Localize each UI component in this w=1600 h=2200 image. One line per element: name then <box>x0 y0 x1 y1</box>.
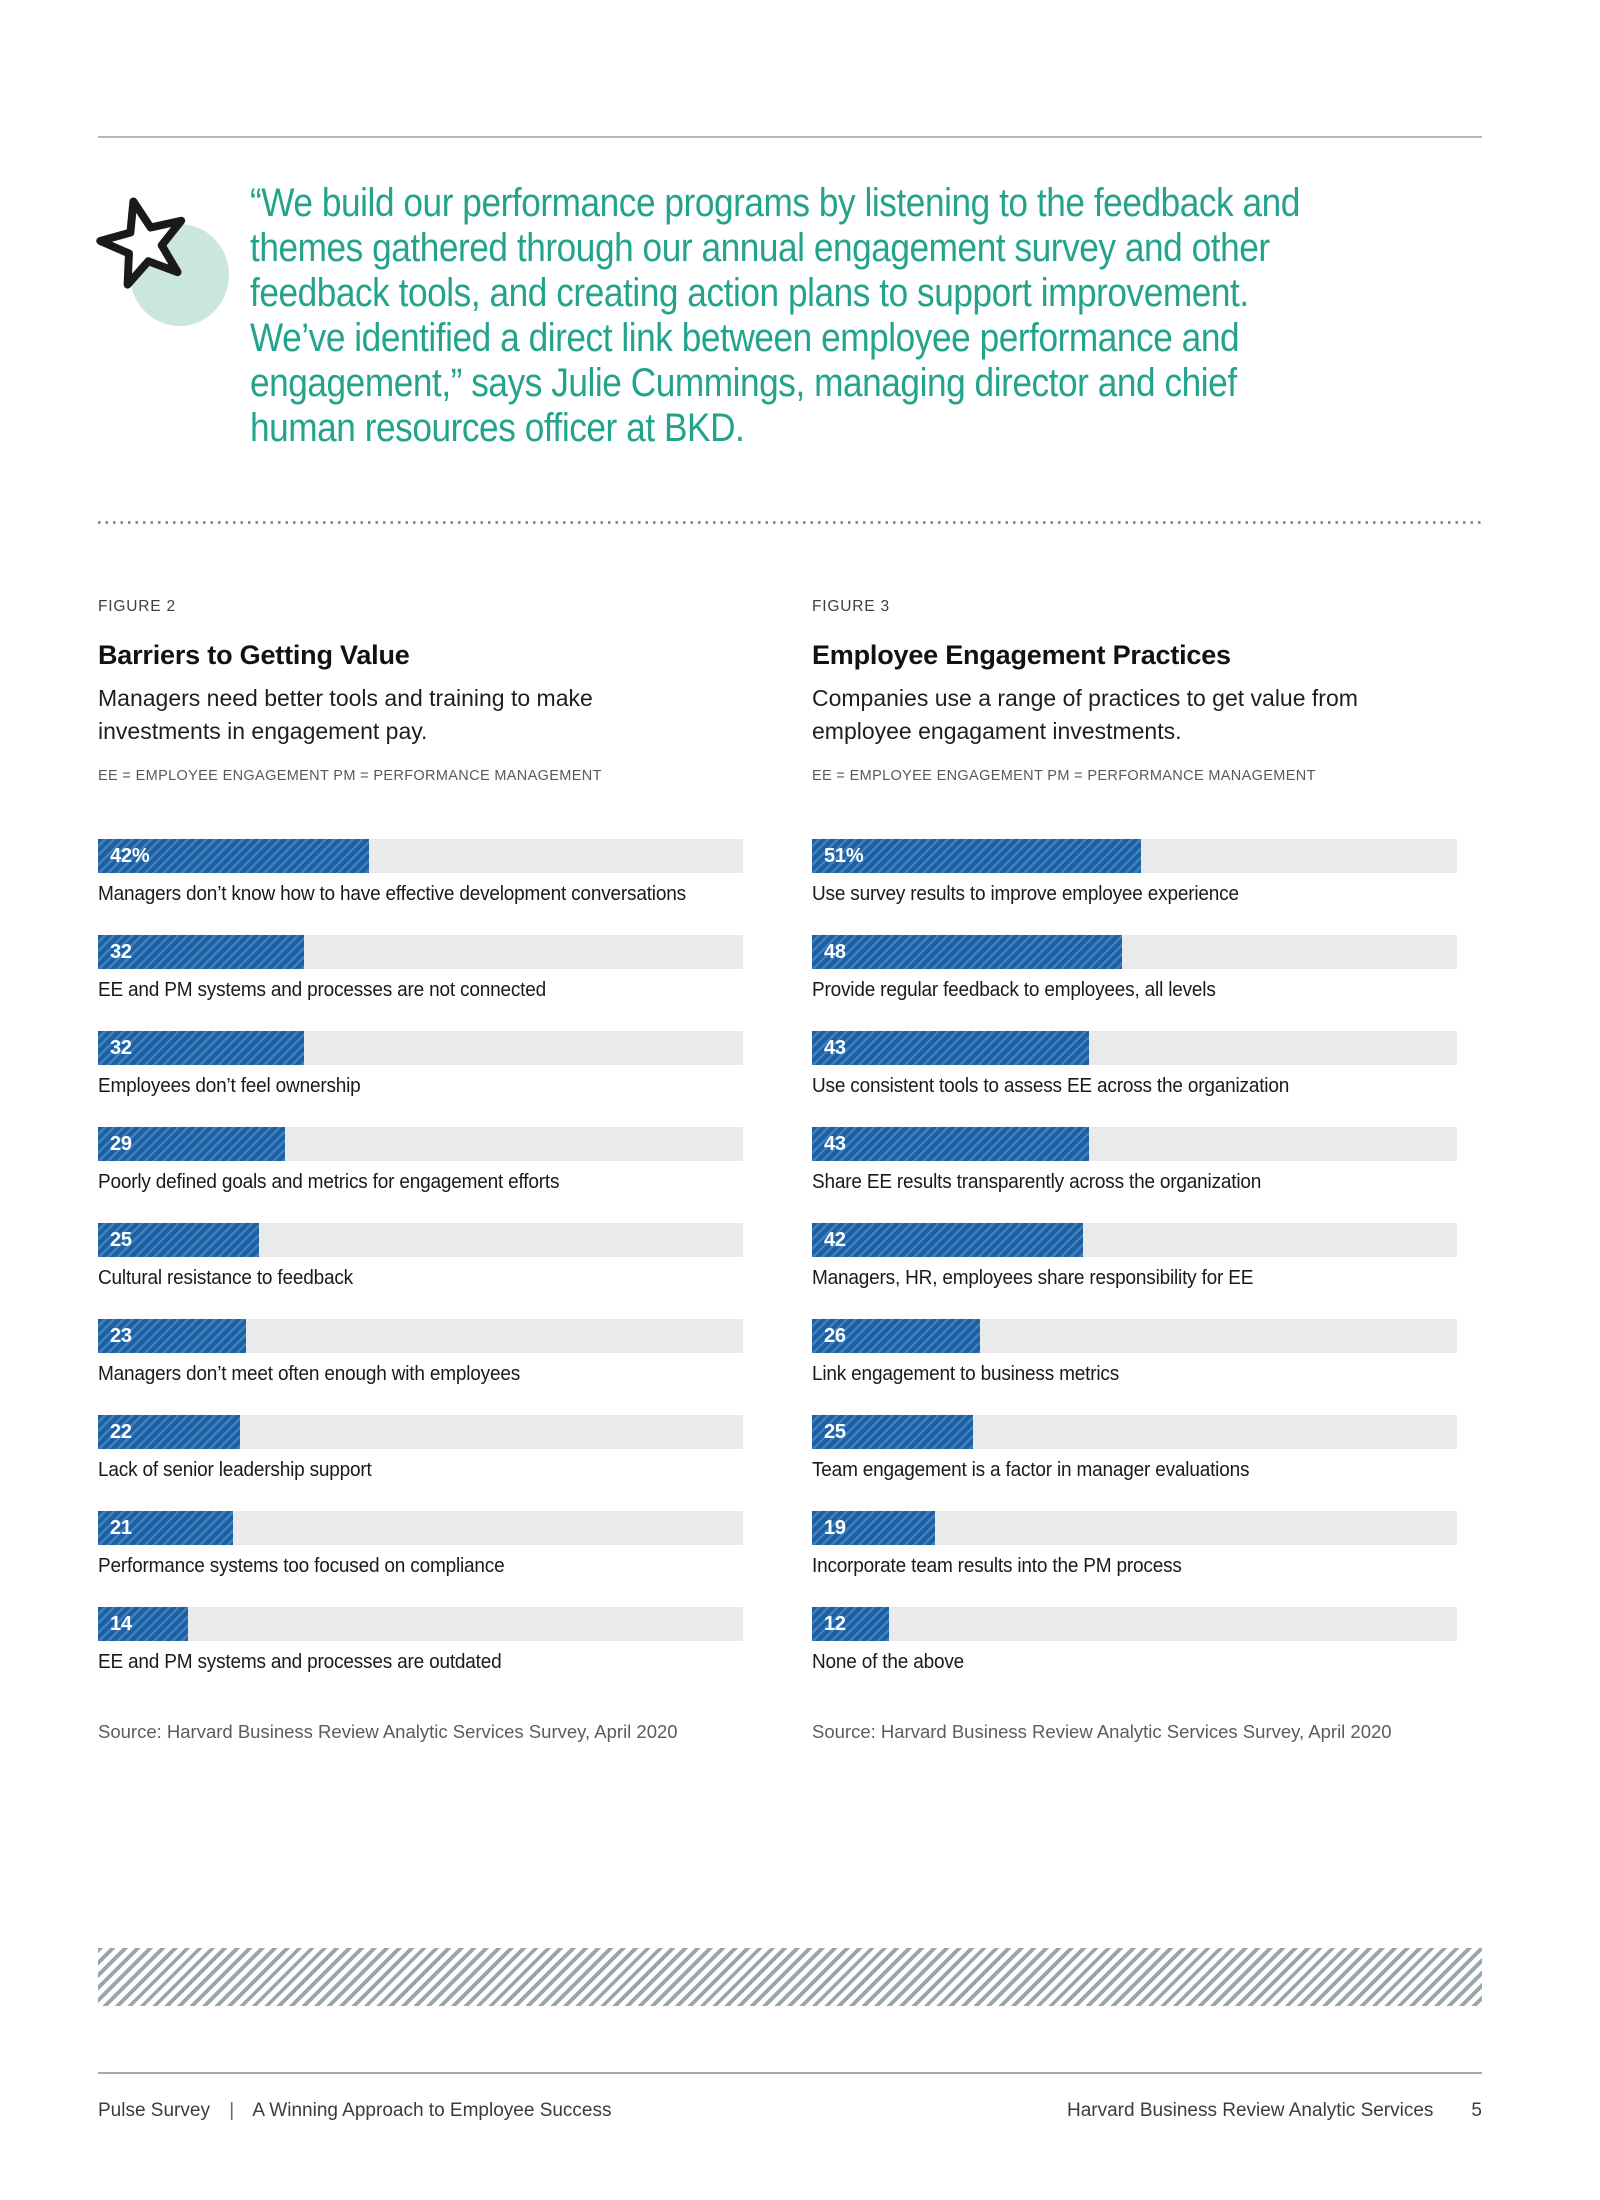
figure-3-subtitle <box>812 682 1358 748</box>
footer-brand: Harvard Business Review Analytic Services <box>1067 2100 1434 2121</box>
bar-value-label: 12 <box>824 1613 846 1635</box>
bar-value-label: 14 <box>110 1613 132 1635</box>
bar-category-label: Team engagement is a factor in manager evaluations <box>812 1459 1250 1481</box>
figure-2-source: Source: Harvard Business Review Analytic Services Survey, April 2020 <box>98 1721 678 1742</box>
bar-row <box>98 839 743 935</box>
pull-quote-line: engagement,” says Julie Cummings, managing director and chief <box>250 361 1237 405</box>
bar-value-label: 25 <box>824 1421 846 1443</box>
bar-row <box>98 1415 743 1511</box>
bar-value-label: 32 <box>110 941 132 963</box>
bar-category-label: Incorporate team results into the PM process <box>812 1555 1182 1577</box>
bar-row <box>812 1319 1457 1415</box>
bar-track <box>98 1415 743 1449</box>
bar-track <box>812 1607 1457 1641</box>
figure-3-legend: EE = EMPLOYEE ENGAGEMENT PM = PERFORMANCE MANAGEMENT <box>812 768 1316 784</box>
footer <box>98 2100 1482 2122</box>
bar-value-label: 21 <box>110 1517 132 1539</box>
hatch-band <box>98 1948 1482 2006</box>
figure-2-subtitle-line: investments in engagement pay. <box>98 718 428 744</box>
figure-3-subtitle-line: employee engagament investments. <box>812 718 1182 744</box>
bar-category-label: Link engagement to business metrics <box>812 1363 1120 1385</box>
bar-value-label: 43 <box>824 1133 846 1155</box>
bar-fill <box>812 1127 1089 1161</box>
bar-category-label: Performance systems too focused on compliance <box>98 1555 505 1577</box>
figure-2-subtitle-line: Managers need better tools and training to make <box>98 685 593 711</box>
bar-track <box>98 1031 743 1065</box>
bar-value-label: 42% <box>110 845 150 867</box>
bar-row <box>98 935 743 1031</box>
bar-track <box>812 1127 1457 1161</box>
star-icon <box>88 188 200 300</box>
bar-fill <box>812 1223 1083 1257</box>
bar-category-label: Poorly defined goals and metrics for engagement efforts <box>98 1171 560 1193</box>
bar-track <box>98 1607 743 1641</box>
figure-3-subtitle-line: Companies use a range of practices to get value from <box>812 685 1358 711</box>
bar-row <box>812 1511 1457 1607</box>
bar-row <box>812 1031 1457 1127</box>
figure-3-label: FIGURE 3 <box>812 598 890 615</box>
bar-track <box>812 1319 1457 1353</box>
bar-track <box>98 935 743 969</box>
figure-3 <box>812 598 1457 1758</box>
bar-row <box>812 1607 1457 1703</box>
bar-value-label: 43 <box>824 1037 846 1059</box>
bar-value-label: 29 <box>110 1133 132 1155</box>
bar-category-label: EE and PM systems and processes are outdated <box>98 1651 502 1673</box>
dotted-divider <box>98 521 1482 524</box>
bar-category-label: Use consistent tools to assess EE across the organization <box>812 1075 1290 1097</box>
bar-track <box>98 1319 743 1353</box>
quote-icon <box>88 188 238 338</box>
figure-3-title: Employee Engagement Practices <box>812 640 1231 670</box>
top-rule <box>98 136 1482 138</box>
bar-category-label: Employees don’t feel ownership <box>98 1075 361 1097</box>
footer-right <box>1067 2100 1482 2122</box>
bar-category-label: Use survey results to improve employee experience <box>812 883 1239 905</box>
bar-fill <box>812 935 1122 969</box>
bar-value-label: 19 <box>824 1517 846 1539</box>
pull-quote-line: feedback tools, and creating action plans to support improvement. <box>250 271 1249 315</box>
bar-value-label: 48 <box>824 941 846 963</box>
bar-category-label: None of the above <box>812 1651 965 1673</box>
pull-quote-line: human resources officer at BKD. <box>250 406 745 450</box>
bar-row <box>812 935 1457 1031</box>
pull-quote-line: We’ve identified a direct link between employee performance and <box>250 316 1240 360</box>
figure-3-bars <box>812 839 1457 1703</box>
figure-3-source: Source: Harvard Business Review Analytic Services Survey, April 2020 <box>812 1721 1392 1742</box>
bar-track <box>98 1127 743 1161</box>
bar-category-label: Managers don’t meet often enough with employees <box>98 1363 521 1385</box>
bar-category-label: Provide regular feedback to employees, all levels <box>812 979 1216 1001</box>
pull-quote-line: themes gathered through our annual engagement survey and other <box>250 226 1270 270</box>
footer-rule <box>98 2072 1482 2074</box>
figure-2-legend: EE = EMPLOYEE ENGAGEMENT PM = PERFORMANCE MANAGEMENT <box>98 768 602 784</box>
bar-value-label: 22 <box>110 1421 132 1443</box>
bar-value-label: 23 <box>110 1325 132 1347</box>
bar-category-label: Lack of senior leadership support <box>98 1459 372 1481</box>
figure-2-bars <box>98 839 743 1703</box>
bar-category-label: EE and PM systems and processes are not connected <box>98 979 546 1001</box>
bar-track <box>98 839 743 873</box>
bar-row <box>98 1511 743 1607</box>
figure-2 <box>98 598 743 1758</box>
figure-2-label: FIGURE 2 <box>98 598 176 615</box>
bar-value-label: 25 <box>110 1229 132 1251</box>
bar-track <box>98 1223 743 1257</box>
footer-publication: Pulse Survey <box>98 2100 210 2121</box>
bar-row <box>812 1415 1457 1511</box>
pull-quote <box>250 181 1490 451</box>
bar-value-label: 51% <box>824 845 864 867</box>
bar-track <box>812 1223 1457 1257</box>
bar-row <box>98 1607 743 1703</box>
bar-track <box>812 1415 1457 1449</box>
bar-row <box>812 839 1457 935</box>
bar-row <box>812 1127 1457 1223</box>
bar-row <box>98 1031 743 1127</box>
bar-category-label: Share EE results transparently across the organization <box>812 1171 1262 1193</box>
bar-category-label: Cultural resistance to feedback <box>98 1267 353 1289</box>
bar-track <box>98 1511 743 1545</box>
bar-fill <box>812 1031 1089 1065</box>
bar-category-label: Managers, HR, employees share responsibility for EE <box>812 1267 1254 1289</box>
bar-track <box>812 1031 1457 1065</box>
bar-row <box>812 1223 1457 1319</box>
footer-left <box>98 2100 626 2122</box>
bar-value-label: 26 <box>824 1325 846 1347</box>
bar-row <box>98 1223 743 1319</box>
bar-track <box>812 935 1457 969</box>
pull-quote-line: “We build our performance programs by listening to the feedback and <box>250 181 1300 225</box>
footer-report-title: A Winning Approach to Employee Success <box>252 2100 612 2121</box>
bar-row <box>98 1319 743 1415</box>
bar-value-label: 42 <box>824 1229 846 1251</box>
bar-track <box>812 1511 1457 1545</box>
page-number: 5 <box>1471 2100 1482 2121</box>
bar-track <box>812 839 1457 873</box>
figure-2-subtitle <box>98 682 593 748</box>
figure-2-title: Barriers to Getting Value <box>98 640 410 670</box>
footer-separator: | <box>229 2100 235 2121</box>
bar-category-label: Managers don’t know how to have effective development conversations <box>98 883 686 905</box>
bar-row <box>98 1127 743 1223</box>
bar-value-label: 32 <box>110 1037 132 1059</box>
